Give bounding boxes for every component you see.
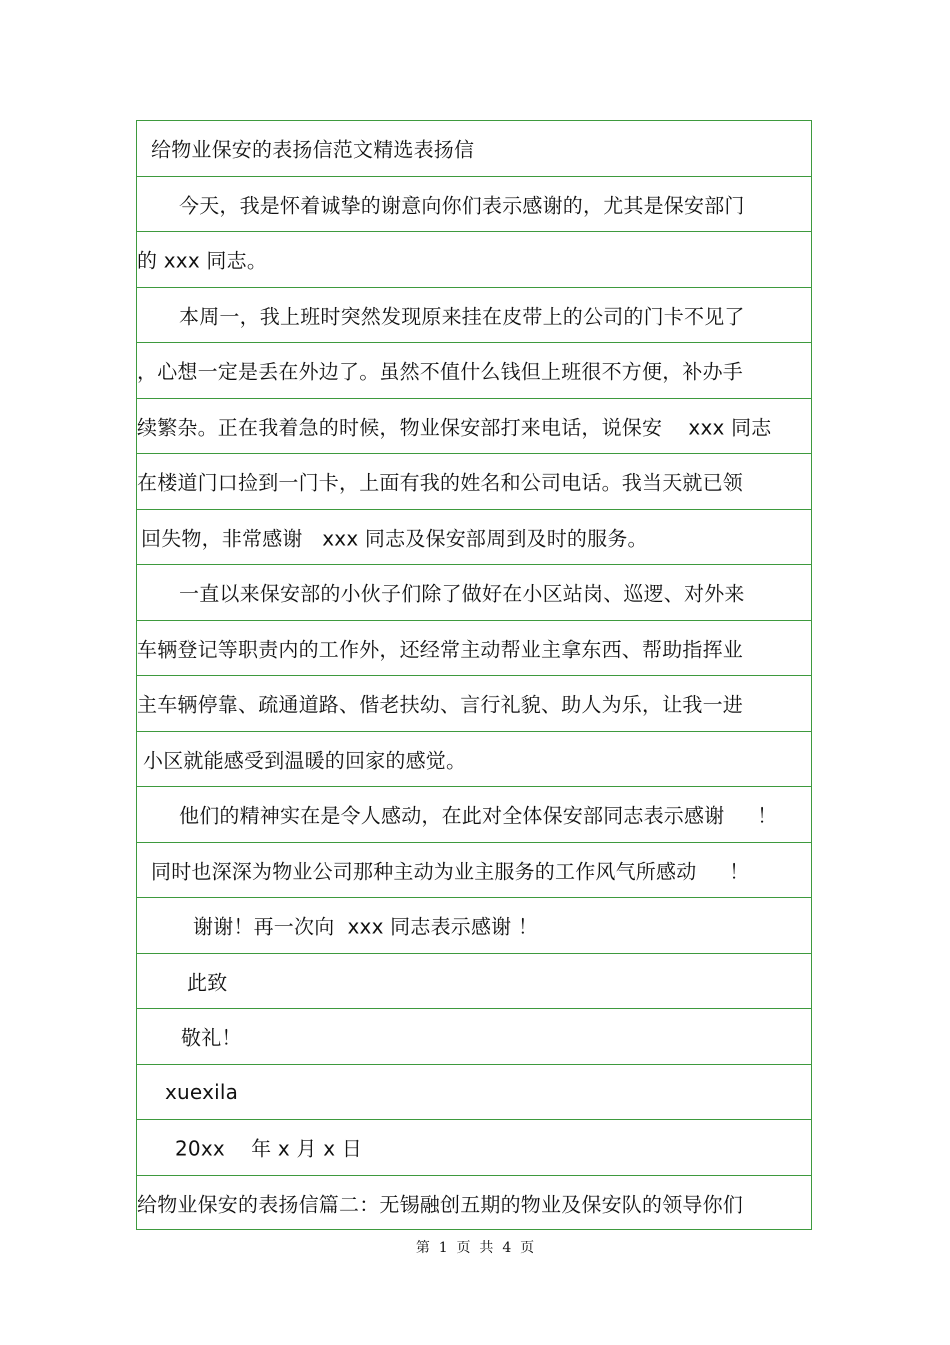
text-row bbox=[137, 454, 811, 510]
paragraph-line: ，心想一定是丢在外边了。虽然不值什么钱但上班很不方便，补办手 bbox=[137, 359, 743, 384]
closing-line: 此致 bbox=[187, 970, 228, 995]
text-row bbox=[137, 676, 811, 732]
signature-name: xuexila bbox=[165, 1079, 239, 1104]
paragraph-line: 的 xxx 同志。 bbox=[137, 248, 268, 273]
text-row bbox=[137, 732, 811, 788]
text-row bbox=[137, 565, 811, 621]
paragraph-line: 同时也深深为物业公司那种主动为业主服务的工作风气所感动 ！ bbox=[151, 859, 750, 884]
document-page bbox=[136, 120, 812, 1230]
paragraph-line: 本周一，我上班时突然发现原来挂在皮带上的公司的门卡不见了 bbox=[179, 304, 745, 329]
paragraph-line: 在楼道门口捡到一门卡，上面有我的姓名和公司电话。我当天就已领 bbox=[137, 470, 743, 495]
text-row bbox=[137, 343, 811, 399]
text-row bbox=[137, 1176, 811, 1232]
closing-row bbox=[137, 1009, 811, 1065]
text-row bbox=[137, 898, 811, 954]
signature-row bbox=[137, 1065, 811, 1121]
date-row bbox=[137, 1120, 811, 1176]
paragraph-line: 回失物，非常感谢 xxx 同志及保安部周到及时的服务。 bbox=[141, 526, 648, 551]
text-row bbox=[137, 510, 811, 566]
text-row bbox=[137, 399, 811, 455]
paragraph-line: 续繁杂。正在我着急的时候，物业保安部打来电话，说保安 xxx 同志 bbox=[137, 415, 772, 440]
paragraph-line: 谢谢！再一次向 xxx 同志表示感谢 ！ bbox=[193, 914, 539, 939]
document-title-row bbox=[137, 121, 811, 177]
paragraph-line: 一直以来保安部的小伙子们除了做好在小区站岗、巡逻、对外来 bbox=[179, 581, 745, 606]
text-row bbox=[137, 177, 811, 233]
page-number: 第 1 页 共 4 页 bbox=[415, 1240, 535, 1256]
closing-row bbox=[137, 954, 811, 1010]
text-row bbox=[137, 787, 811, 843]
text-row bbox=[137, 621, 811, 677]
text-row bbox=[137, 288, 811, 344]
document-title: 给物业保安的表扬信范文精选表扬信 bbox=[151, 137, 475, 162]
paragraph-line: 今天，我是怀着诚挚的谢意向你们表示感谢的，尤其是保安部门 bbox=[179, 193, 745, 218]
paragraph-line: 车辆登记等职责内的工作外，还经常主动帮业主拿东西、帮助指挥业 bbox=[137, 637, 743, 662]
paragraph-line: 主车辆停靠、疏通道路、偕老扶幼、言行礼貌、助人为乐，让我一进 bbox=[137, 692, 743, 717]
text-row bbox=[137, 843, 811, 899]
paragraph-line: 他们的精神实在是令人感动，在此对全体保安部同志表示感谢 ！ bbox=[179, 803, 778, 828]
signature-date: 20xx 年 x 月 x 日 bbox=[175, 1136, 363, 1161]
paragraph-line: 小区就能感受到温暖的回家的感觉。 bbox=[143, 748, 467, 773]
salutation-line: 敬礼！ bbox=[181, 1025, 242, 1050]
paragraph-line: 给物业保安的表扬信篇二：无锡融创五期的物业及保安队的领导你们 bbox=[137, 1192, 743, 1217]
text-row bbox=[137, 232, 811, 288]
